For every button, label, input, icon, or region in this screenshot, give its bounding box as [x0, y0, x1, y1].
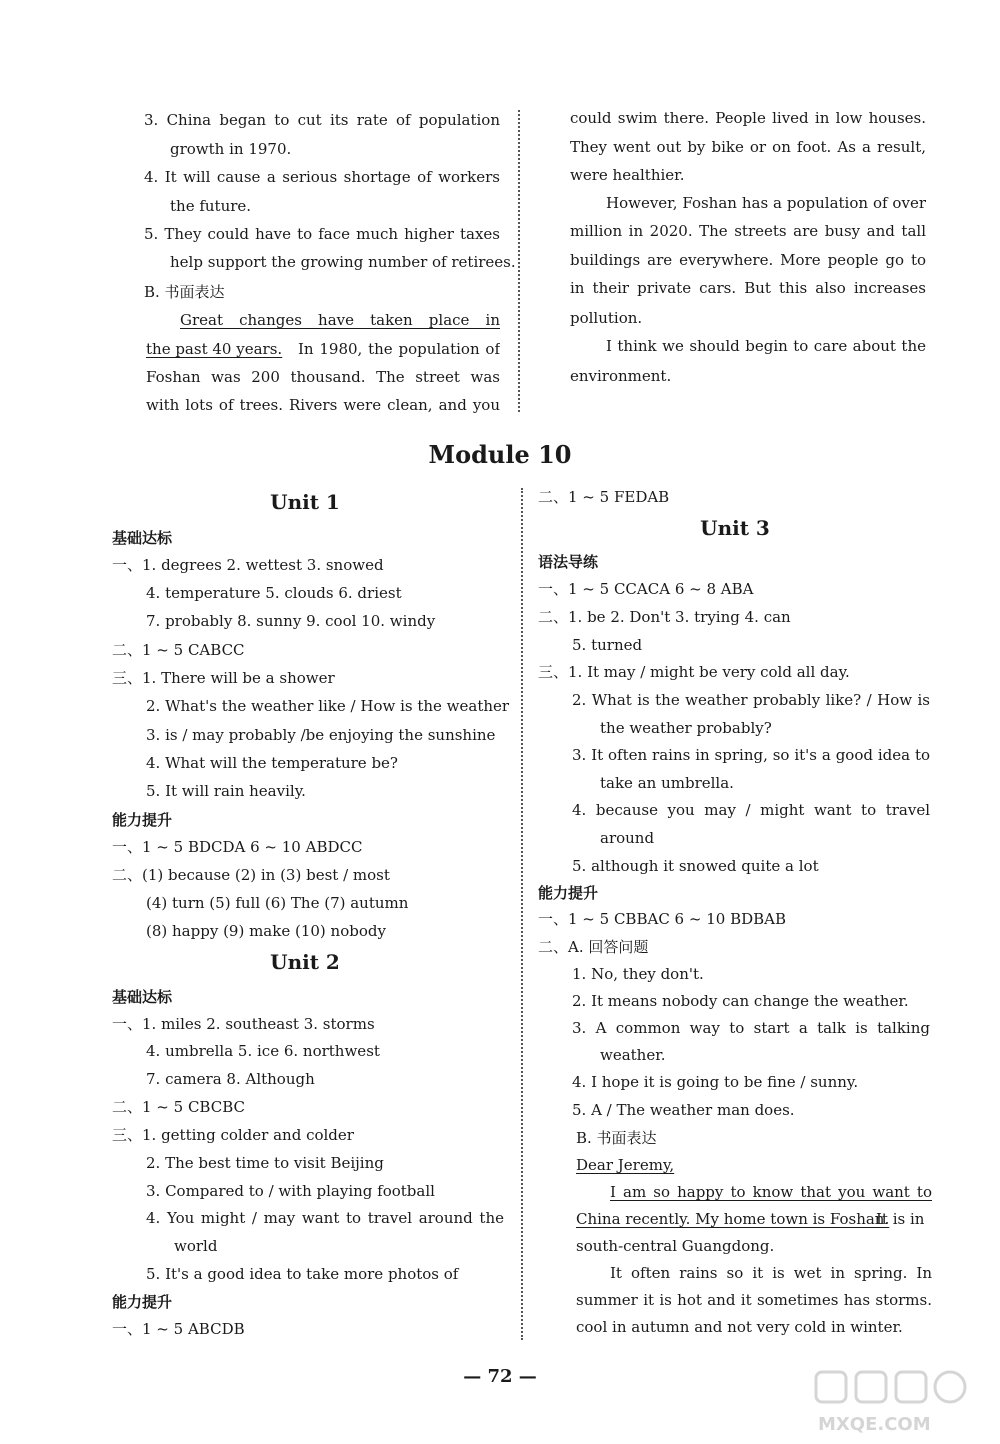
essay-line: It often rains so it is wet in spring. In — [610, 1264, 932, 1282]
unit-title: Unit 2 — [270, 950, 340, 974]
answer-line: 5. It's a good idea to take more photos of — [146, 1265, 459, 1283]
answer-line: 4. umbrella 5. ice 6. northwest — [146, 1042, 380, 1060]
answer-line: the weather probably? — [600, 719, 772, 737]
answer-line: 4. You might / may want to travel around the — [146, 1209, 504, 1227]
answer-line: 一、1 ~ 5 CBBAC 6 ~ 10 BDBAB — [538, 910, 786, 928]
answer-line: growth in 1970. — [170, 140, 292, 158]
answer-line: 一、1. miles 2. southeast 3. storms — [112, 1015, 375, 1033]
answer-line: 7. camera 8. Although — [146, 1070, 315, 1088]
answer-line: help support the growing number of retirees. — [170, 253, 516, 271]
answer-line: 3. It often rains in spring, so it's a good idea to — [572, 746, 930, 764]
answer-line: 1. No, they don't. — [572, 965, 704, 983]
answer-line: 一、1 ~ 5 BDCDA 6 ~ 10 ABDCC — [112, 838, 363, 856]
essay-line: I think we should begin to care about the — [606, 337, 926, 355]
essay-line: China recently. My home town is Foshan. — [576, 1210, 890, 1228]
section-heading: 能力提升 — [112, 811, 173, 829]
essay-line: pollution. — [570, 309, 643, 327]
answer-line: 一、1. degrees 2. wettest 3. snowed — [112, 556, 384, 574]
answer-line: 4. What will the temperature be? — [146, 754, 398, 772]
answer-line: world — [174, 1237, 218, 1255]
section-heading: 语法导练 — [538, 553, 599, 571]
watermark-text: MXQE.COM — [818, 1414, 931, 1435]
answer-line: 3. A common way to start a talk is talking — [572, 1019, 930, 1037]
answer-line: 三、1. It may / might be very cold all day. — [538, 663, 850, 681]
section-label: B. 书面表达 — [576, 1129, 657, 1147]
essay-line: in their private cars. But this also increases — [570, 279, 926, 297]
essay-line: buildings are everywhere. More people go to — [570, 251, 926, 269]
essay-line: were healthier. — [570, 166, 685, 184]
essay-line: In 1980, the population of — [298, 340, 500, 358]
unit-title: Unit 3 — [700, 516, 770, 540]
essay-line: summer it is hot and it sometimes has storms. — [576, 1291, 932, 1309]
answer-line: 三、1. getting colder and colder — [112, 1126, 354, 1144]
watermark-logo-icon — [810, 1368, 980, 1438]
answer-line: 二、A. 回答问题 — [538, 938, 649, 956]
answer-line: take an umbrella. — [600, 774, 734, 792]
answer-line: 二、(1) because (2) in (3) best / most — [112, 866, 390, 884]
essay-line: Great changes have taken place in — [180, 311, 500, 329]
essay-line: cool in autumn and not very cold in winter. — [576, 1318, 903, 1336]
essay-line: could swim there. People lived in low houses. — [570, 109, 926, 127]
answer-line: 5. A / The weather man does. — [572, 1101, 795, 1119]
answer-line: 7. probably 8. sunny 9. cool 10. windy — [146, 612, 436, 630]
section-heading: 基础达标 — [112, 988, 173, 1006]
answer-line: weather. — [600, 1046, 666, 1064]
essay-line: However, Foshan has a population of over — [606, 194, 926, 212]
answer-line: 4. because you may / might want to travel — [572, 801, 930, 819]
answer-line: 4. I hope it is going to be fine / sunny. — [572, 1073, 859, 1091]
answer-line: 2. What is the weather probably like? / How is — [572, 691, 930, 709]
answer-line: 二、1 ~ 5 CABCC — [112, 641, 245, 659]
answer-line: 2. It means nobody can change the weather. — [572, 992, 909, 1010]
essay-line: million in 2020. The streets are busy and tall — [570, 222, 926, 240]
answer-line: 5. They could have to face much higher taxes — [144, 225, 500, 243]
answer-line: the future. — [170, 197, 252, 215]
answer-line: 3. Compared to / with playing football — [146, 1182, 435, 1200]
answer-line: 3. is / may probably /be enjoying the sunshine — [146, 726, 496, 744]
column-divider — [518, 110, 520, 412]
answer-line: 3. China began to cut its rate of population — [144, 111, 500, 129]
answer-line: 5. turned — [572, 636, 643, 654]
answer-line: around — [600, 829, 655, 847]
essay-line: It is in — [876, 1210, 925, 1228]
answer-line: 二、1 ~ 5 CBCBC — [112, 1098, 245, 1116]
answer-line: (8) happy (9) make (10) nobody — [146, 922, 386, 940]
answer-line: 一、1 ~ 5 ABCDB — [112, 1320, 245, 1338]
essay-line: Dear Jeremy, — [576, 1156, 675, 1174]
answer-line: 4. temperature 5. clouds 6. driest — [146, 584, 402, 602]
essay-line: south-central Guangdong. — [576, 1237, 775, 1255]
essay-line: Foshan was 200 thousand. The street was — [146, 368, 500, 386]
unit-title: Unit 1 — [270, 490, 340, 514]
page-number: — 72 — — [463, 1366, 537, 1387]
answer-line: (4) turn (5) full (6) The (7) autumn — [146, 894, 409, 912]
answer-line: 一、1 ~ 5 CCACA 6 ~ 8 ABA — [538, 580, 754, 598]
section-heading: 基础达标 — [112, 529, 173, 547]
essay-line: with lots of trees. Rivers were clean, and you — [146, 396, 500, 414]
answer-line: 2. The best time to visit Beijing — [146, 1154, 384, 1172]
answer-line: 三、1. There will be a shower — [112, 669, 335, 687]
section-heading: 能力提升 — [112, 1293, 173, 1311]
module-title: Module 10 — [428, 440, 572, 469]
answer-line: 5. It will rain heavily. — [146, 782, 306, 800]
essay-line: the past 40 years. — [146, 340, 283, 358]
essay-line: environment. — [570, 367, 672, 385]
answer-line: 4. It will cause a serious shortage of workers — [144, 168, 500, 186]
answer-line: 二、1 ~ 5 FEDAB — [538, 488, 670, 506]
column-divider — [521, 488, 523, 1340]
section-label: B. 书面表达 — [144, 283, 225, 301]
answer-line: 5. although it snowed quite a lot — [572, 857, 819, 875]
answer-line: 二、1. be 2. Don't 3. trying 4. can — [538, 608, 791, 626]
section-heading: 能力提升 — [538, 884, 599, 902]
essay-line: They went out by bike or on foot. As a result, — [570, 138, 926, 156]
essay-line: I am so happy to know that you want to — [610, 1183, 932, 1201]
answer-line: 2. What's the weather like / How is the weather — [146, 697, 510, 715]
